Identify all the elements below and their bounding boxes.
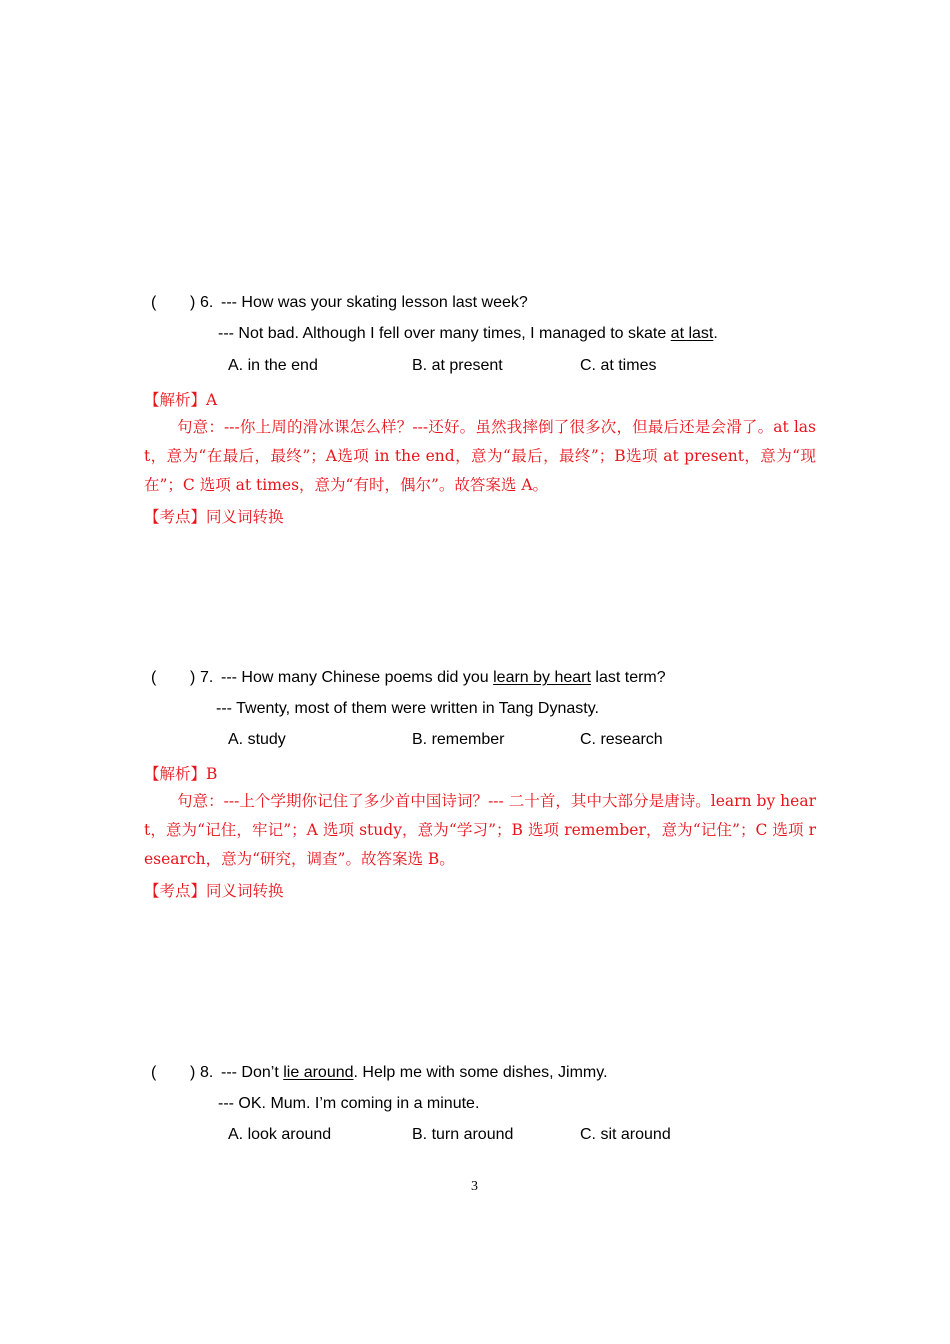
option-a: A. look around [228,1126,332,1143]
question-line-1: --- Don’t lie around. Help me with some dishes, Jimmy. [221,1064,608,1081]
question-number: 7. [200,669,214,686]
question-number: 8. [200,1064,214,1081]
answer-label: 【解析】A [144,391,218,409]
answer-paren-open: ( [151,669,157,686]
underlined-phrase: at last [670,325,714,342]
underlined-phrase: lie around [283,1064,354,1081]
underlined-phrase: learn by heart [493,669,591,686]
question-line-2: --- Twenty, most of them were written in Tang Dynasty. [216,700,599,717]
option-a: A. in the end [228,357,318,374]
question-line-2: --- Not bad. Although I fell over many times, I managed to skate at last. [218,325,718,342]
option-c: C. sit around [580,1126,671,1143]
answer-label: 【解析】B [144,765,218,783]
answer-paren-open: ( [151,294,157,311]
answer-paren-close: ) [190,294,196,311]
option-b: B. remember [412,731,505,748]
page-number: 3 [471,1179,478,1194]
explanation: 句意：---上个学期你记住了多少首中国诗词？--- 二十首，其中大部分是唐诗。learn by heart，意为“记住，牢记”；A 选项 study，意为“学习”；B 选项 remember，意为“记住”；C 选项 research，意为“研究，调查”。故答案选 B。 [144,792,816,868]
option-c: C. research [580,731,663,748]
option-b: B. at present [412,357,503,374]
question-line-1: --- How many Chinese poems did you learn by heart last term? [221,669,666,686]
point-label: 【考点】同义词转换 [144,508,284,526]
question-line-2: --- OK. Mum. I’m coming in a minute. [218,1095,480,1112]
question-line-1: --- How was your skating lesson last week? [221,294,528,311]
answer-paren-close: ) [190,1064,196,1081]
explanation: 句意：---你上周的滑冰课怎么样？---还好。虽然我摔倒了很多次，但最后还是会滑了。at last，意为“在最后，最终”；A选项 in the end，意为“最后，最终”；B选项 at present，意为“现在”；C 选项 at times，意为“有时，偶尔”。故答案选 A。 [144,418,816,494]
point-label: 【考点】同义词转换 [144,882,284,900]
option-b: B. turn around [412,1126,514,1143]
answer-paren-close: ) [190,669,196,686]
question-number: 6. [200,294,214,311]
option-a: A. study [228,731,286,748]
option-c: C. at times [580,357,657,374]
answer-paren-open: ( [151,1064,157,1081]
